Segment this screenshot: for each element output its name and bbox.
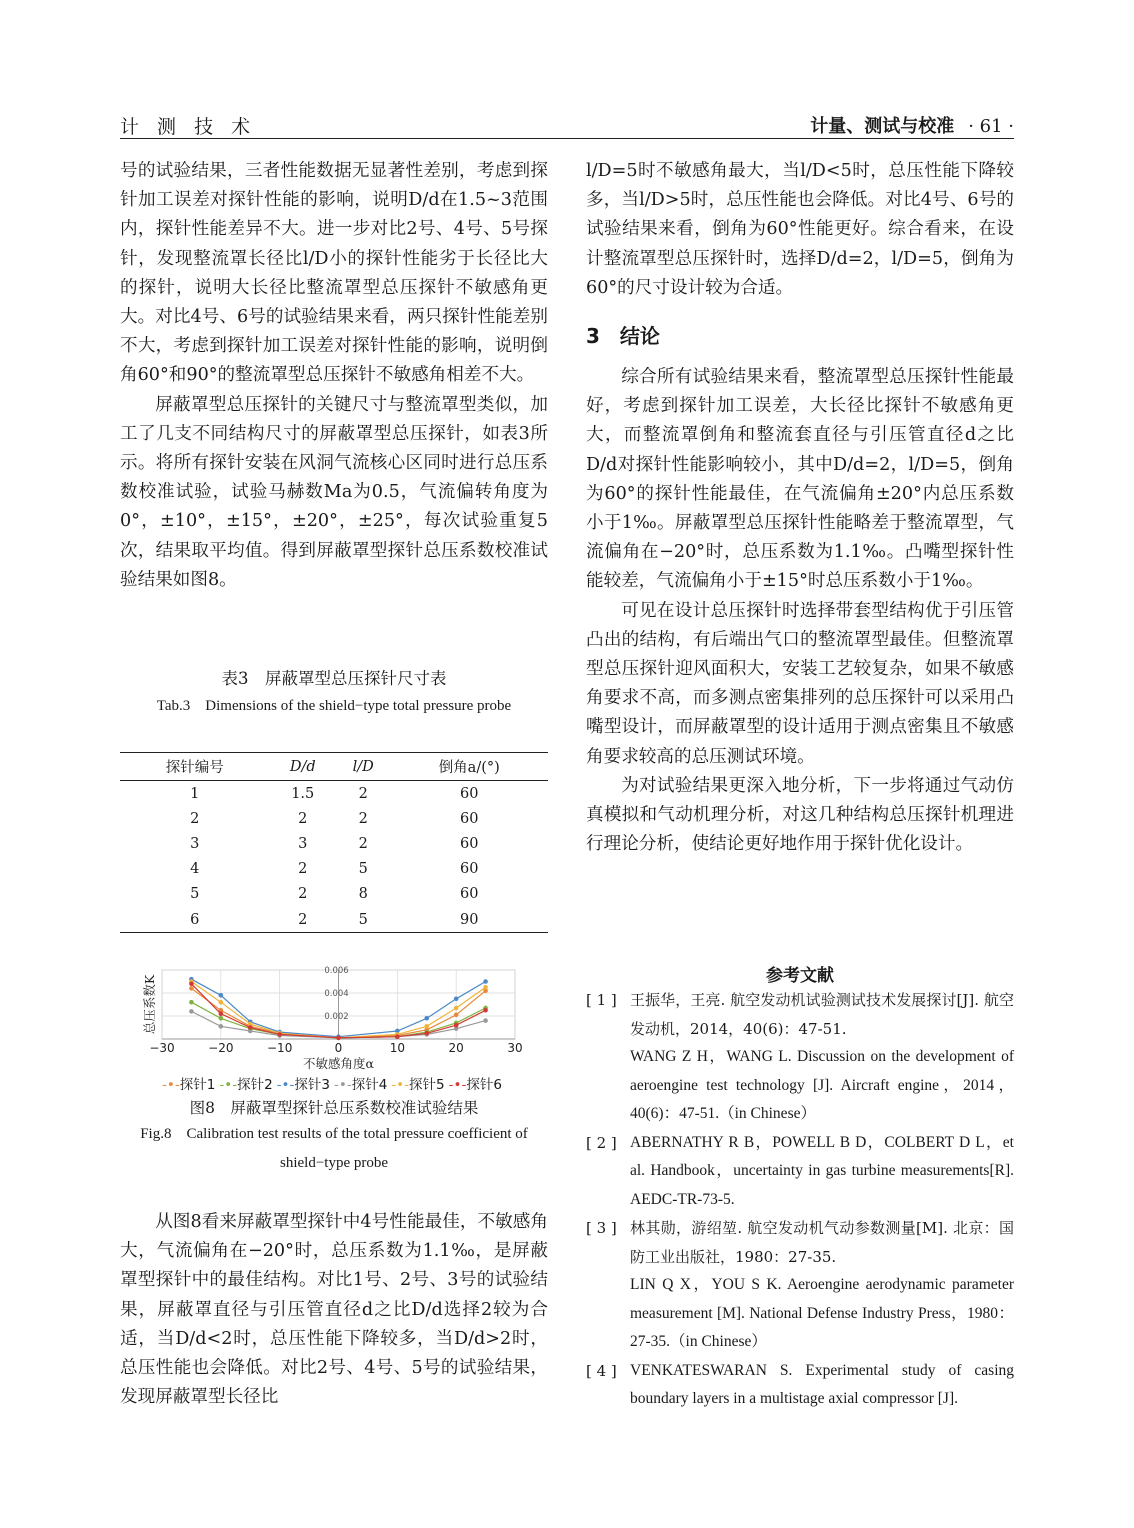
reference-text-en: WANG Z H，WANG L. Discussion on the development of aeroengine test technology [J]. Aircraft engine，2014，40(6)：47-51.（in Chinese）: [630, 1048, 1014, 1122]
data-point: [395, 1034, 400, 1039]
paragraph: 号的试验结果，三者性能数据无显著性差别，考虑到探针加工误差对探针性能的影响，说明D/d在1.5~3范围内，探针性能差异不大。进一步对比2号、4号、5号探针，发现整流罩长径比l/D小的探针性能劣于长径比大的探针，说明大长径比整流罩型总压探针不敏感角更大。对比4号、6号的试验结果来看，两只探针性能差别不大，考虑到探针加工误差对探针性能的影响，说明倒角60°和90°的整流罩型总压探针不敏感角相差不大。: [120, 161, 548, 386]
data-point: [454, 996, 459, 1001]
header-rule: [120, 138, 1014, 139]
table-cell: 60: [460, 810, 479, 827]
table-3: [120, 752, 548, 933]
table-header-cell: 倒角a/(°): [390, 753, 548, 781]
legend-marker-icon: -•-: [448, 1077, 467, 1093]
table-caption-en: Tab.3 Dimensions of the shield−type total pressure probe: [156, 698, 512, 714]
data-point: [189, 982, 194, 987]
reference-number: [ 2 ]: [586, 1133, 617, 1152]
left-column-top: [120, 157, 548, 595]
section-heading: 3 结论: [586, 324, 660, 348]
table-cell: 90: [390, 907, 548, 933]
legend-marker-icon: -•-: [276, 1077, 295, 1093]
table-header-cell: l/D: [336, 753, 391, 781]
data-point: [454, 1006, 459, 1011]
figure-caption-en: Fig.8 Calibration test results of the total pressure coefficient of shield−type probe: [140, 1126, 528, 1171]
references-list: [586, 986, 1014, 1414]
reference-body: [630, 1129, 1014, 1215]
table-cell: 4: [190, 861, 200, 878]
table-caption-cn: 表3 屏蔽罩型总压探针尺寸表: [221, 669, 447, 688]
data-point: [219, 1000, 224, 1005]
data-point: [424, 1024, 429, 1029]
data-point: [483, 985, 488, 990]
table-cell: 60: [460, 835, 479, 852]
table-row: [120, 882, 548, 907]
figure-caption-cn: 图8 屏蔽罩型探针总压系数校准试验结果: [189, 1099, 479, 1117]
page-number: · 61 ·: [968, 116, 1014, 137]
legend-label: 探针3: [294, 1077, 330, 1093]
data-point: [248, 1025, 253, 1030]
data-point: [189, 1009, 194, 1014]
y-tick-label: 0.006: [324, 966, 349, 976]
legend-label: 探针5: [409, 1077, 445, 1093]
data-point: [454, 1023, 459, 1028]
reference-number: [ 3 ]: [586, 1219, 617, 1237]
y-axis-label: 总压系数K: [142, 974, 157, 1035]
data-point: [189, 986, 194, 991]
x-tick-label: −20: [208, 1041, 234, 1055]
figure-8-chart: [120, 962, 548, 1074]
reference-item: [586, 1357, 1014, 1414]
data-point: [483, 1008, 488, 1013]
data-point: [454, 1013, 459, 1018]
paragraph: 综合所有试验结果来看，整流罩型总压探针性能最好，考虑到探针加工误差，大长径比探针不敏感角更大，而整流罩倒角和整流套直径与引压管直径d之比D/d对探针性能影响较小，其中D/d=2，l/D=5，倒角为60°的探针性能最佳，在气流偏角±20°内总压系数小于1‰。屏蔽罩型总压探针性能略差于整流罩型，气流偏角在−20°时，总压系数为1.1‰。凸嘴型探针性能较差，气流偏角小于±15°时总压系数小于1‰。: [586, 367, 1014, 592]
legend-marker-icon: -•-: [162, 1077, 180, 1093]
table-cell: 2: [358, 810, 368, 827]
y-tick-label: 0.004: [324, 989, 349, 999]
paragraph: 为对试验结果更深入地分析，下一步将通过气动仿真模拟和气动机理分析，对这几种结构总压探针机理进行理论分析，使结论更好地作用于探针优化设计。: [586, 775, 1014, 855]
data-point: [483, 979, 488, 984]
table-cell: 8: [358, 886, 368, 903]
paragraph: 从图8看来屏蔽罩型探针中4号性能最佳，不敏感角大，气流偏角在−20°时，总压系数为1.1‰，是屏蔽罩型探针中的最佳结构。对比1号、2号、3号的试验结果，屏蔽罩直径与引压管直径d之比D/d选择2较为合适，当D/d<2时，总压性能下降较多，当D/d>2时，总压性能也会降低。对比2号、4号、5号的试验结果，发现屏蔽罩型长径比: [120, 1212, 548, 1408]
reference-item: [586, 986, 1014, 1129]
table-cell: 2: [269, 907, 335, 933]
legend-item: [334, 1077, 387, 1093]
reference-item: [586, 1214, 1014, 1357]
table-cell: 3: [298, 835, 308, 852]
data-point: [219, 1024, 224, 1029]
reference-text-cn: 林其勋，游绍堃. 航空发动机气动参数测量[M]. 北京：国防工业出版社，1980：27-35.: [630, 1219, 1014, 1266]
table-cell: 6: [120, 907, 269, 933]
table-row: [120, 831, 548, 856]
journal-name: 计 测 技 术: [120, 116, 257, 138]
data-point: [189, 1000, 194, 1005]
legend-label: 探针4: [351, 1077, 388, 1093]
reference-number: [ 4 ]: [586, 1361, 617, 1380]
table-cell: 2: [298, 886, 308, 903]
table-row: [120, 781, 548, 807]
paragraph: 可见在设计总压探针时选择带套型结构优于引压管凸出的结构，有后端出气口的整流罩型最佳。但整流罩型总压探针迎风面积大，安装工艺较复杂，如果不敏感角要求不高，而多测点密集排列的总压探针可以采用凸嘴型设计，而屏蔽罩型的设计适用于测点密集且不敏感角要求较高的总压测试环境。: [586, 600, 1014, 767]
table-cell: 60: [460, 785, 479, 802]
legend-label: 探针2: [237, 1077, 273, 1093]
data-point: [336, 1036, 341, 1041]
data-point: [483, 1018, 488, 1023]
running-header: [810, 112, 1014, 138]
x-tick-label: 0: [334, 1041, 343, 1055]
reference-body: [630, 1214, 1014, 1357]
legend-item: [449, 1077, 502, 1093]
data-point: [277, 1032, 282, 1037]
data-point: [219, 1016, 224, 1021]
section-name: 计量、测试与校准: [810, 116, 955, 137]
legend-item: [391, 1077, 444, 1093]
x-tick-label: 10: [389, 1041, 405, 1055]
data-point: [424, 1016, 429, 1021]
legend-marker-icon: -•-: [219, 1077, 238, 1093]
table-row: [120, 857, 548, 882]
legend-label: 探针6: [466, 1077, 502, 1093]
legend-item: [162, 1077, 215, 1093]
table-cell: 3: [190, 835, 200, 852]
y-tick-label: 0.002: [324, 1012, 349, 1022]
data-point: [219, 1011, 224, 1016]
x-tick-label: 30: [507, 1041, 523, 1055]
table-row: [120, 806, 548, 831]
table-cell: 2: [298, 810, 308, 827]
reference-body: [630, 986, 1014, 1129]
x-tick-label: 20: [448, 1041, 464, 1055]
table-cell: 2: [298, 861, 308, 878]
data-point: [219, 993, 224, 998]
reference-text-en: LIN Q X，YOU S K. Aeroengine aerodynamic parameter measurement [M]. National Defense Industry Press，1980：27-35.（in Chinese）: [630, 1276, 1014, 1350]
paragraph: l/D=5时不敏感角最大，当l/D<5时，总压性能下降较多，当l/D>5时，总压性能也会降低。对比4号、6号的试验结果来看，倒角为60°性能更好。综合看来，在设计整流罩型总压探针时，选择D/d=2，l/D=5，倒角为60°的尺寸设计较为合适。: [586, 161, 1014, 298]
reference-body: [630, 1357, 1014, 1414]
conclusion-text: [586, 363, 1014, 859]
table-cell: 5: [190, 886, 200, 903]
table-row: [120, 907, 548, 933]
reference-text-en: VENKATESWARAN S. Experimental study of casing boundary layers in a multistage axial compressor [J].: [630, 1361, 1014, 1407]
table-header-cell: D/d: [269, 753, 335, 781]
reference-text-cn: 王振华，王亮. 航空发动机试验测试技术发展探讨[J]. 航空发动机，2014，40(6)：47-51.: [630, 991, 1014, 1038]
table-cell: 60: [460, 861, 479, 878]
table-cell: 5: [358, 861, 368, 878]
table-cell: 1.5: [291, 785, 315, 802]
data-point: [424, 1031, 429, 1036]
legend-item: [277, 1077, 330, 1093]
chart-legend: [120, 1073, 548, 1093]
legend-item: [219, 1077, 272, 1093]
references-title: 参考文献: [766, 966, 834, 986]
reference-item: [586, 1129, 1014, 1215]
x-tick-label: −10: [267, 1041, 293, 1055]
table-header-cell: 探针编号: [120, 753, 269, 781]
table-cell: 2: [358, 835, 368, 852]
legend-label: 探针1: [179, 1077, 216, 1093]
x-tick-label: −30: [149, 1041, 175, 1055]
table-cell: 60: [460, 886, 479, 903]
table-cell: 1: [190, 785, 200, 802]
table-cell: 2: [190, 810, 200, 827]
legend-marker-icon: -•-: [391, 1077, 410, 1093]
paragraph: 屏蔽罩型总压探针的关键尺寸与整流罩型类似，加工了几支不同结构尺寸的屏蔽罩型总压探针，如表3所示。将所有探针安装在风洞气流核心区同时进行总压系数校准试验，试验马赫数Ma为0.5，气流偏转角度为0°，±10°，±15°，±20°，±25°，每次试验重复5次，结果取平均值。得到屏蔽罩型探针总压系数校准试验结果如图8。: [120, 394, 548, 590]
reference-text-en: ABERNATHY R B，POWELL B D，COLBERT D L，et al. Handbook，uncertainty in gas turbine measurements[R]. AEDC-TR-73-5.: [630, 1133, 1014, 1208]
table-cell: 2: [358, 785, 368, 802]
legend-marker-icon: -•-: [334, 1077, 352, 1093]
reference-number: [ 1 ]: [586, 991, 617, 1009]
table-cell: 5: [336, 907, 391, 933]
x-axis-label: 不敏感角度α: [303, 1056, 374, 1071]
